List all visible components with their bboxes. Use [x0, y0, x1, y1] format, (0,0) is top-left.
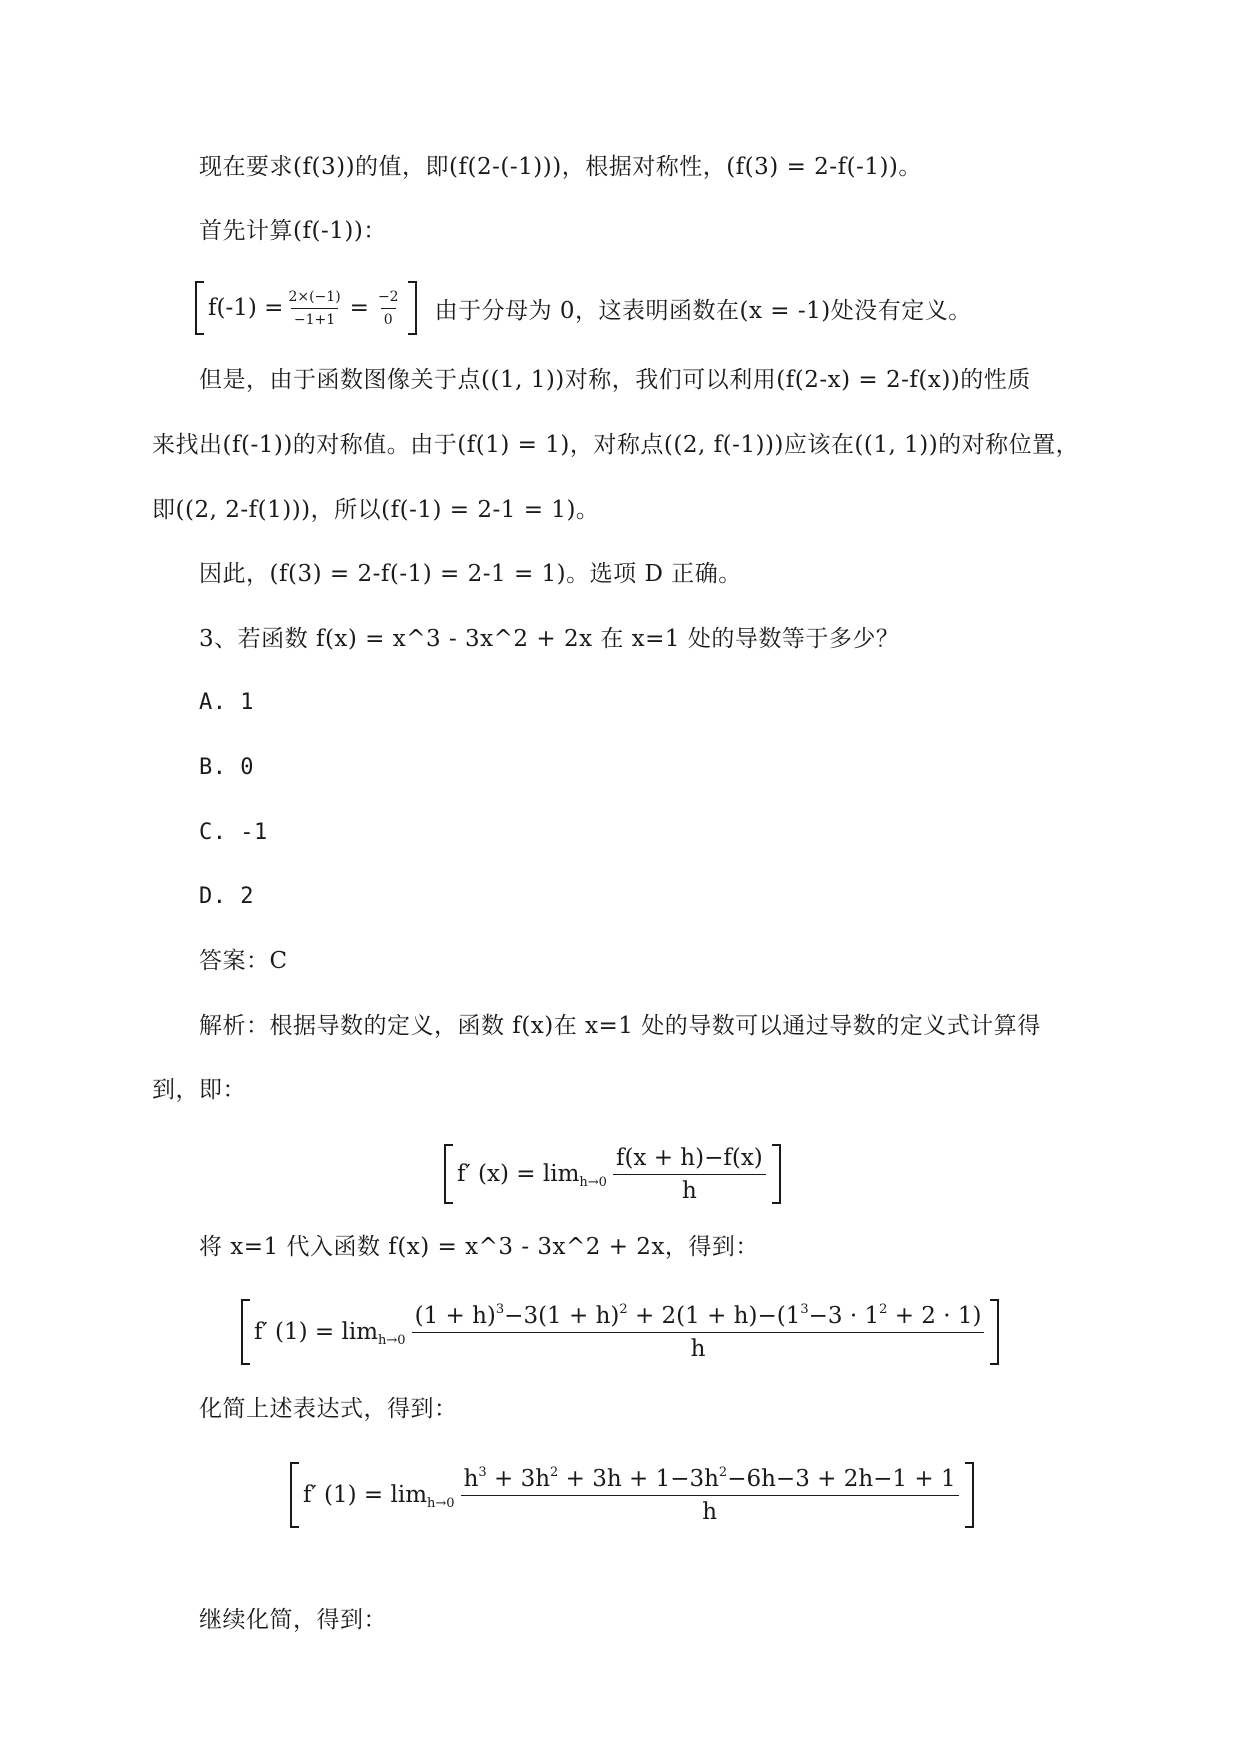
text-line-5: 来找出(f(-1))的对称值。由于(f(1) = 1)，对称点((2, f(-1)))应该在((1, 1))的对称位置，: [152, 432, 1080, 458]
exponent: 2: [879, 1301, 888, 1317]
term: + 2(1 + h)−(1: [634, 1302, 801, 1329]
analysis-line-1: 解析：根据导数的定义，函数 f(x)在 x=1 处的导数可以通过导数的定义式计算得: [199, 1013, 1041, 1039]
fraction-1: [285, 289, 343, 328]
text-line-7: 因此，(f(3) = 2-f(-1) = 2-1 = 1)。选项 D 正确。: [199, 561, 742, 587]
fraction-2-denominator: 0: [381, 308, 396, 328]
fraction-numerator: [412, 1303, 985, 1332]
formula-content: [453, 1145, 772, 1204]
option-a: A. 1: [199, 690, 254, 715]
simplify-line: 化简上述表达式，得到：: [199, 1396, 458, 1422]
text-line-6: 即((2, 2-f(1)))，所以(f(-1) = 2-1 = 1)。: [152, 497, 600, 523]
right-bracket: [772, 1144, 781, 1204]
fraction-1-denominator: −1+1: [291, 308, 338, 328]
text-line-1: 现在要求(f(3))的值，即(f(2-(-1)))，根据对称性，(f(3) = 2-f(-1))。: [199, 154, 922, 180]
term: (1 + h): [414, 1302, 496, 1329]
exponent: 2: [718, 1464, 728, 1480]
question-3: 3、若函数 f(x) = x^3 - 3x^2 + 2x 在 x=1 处的导数等于多少？: [199, 626, 900, 652]
formula-lhs: f′ (x) = lim: [457, 1161, 580, 1187]
left-bracket: [290, 1462, 299, 1528]
formula-lhs: f′ (1) = lim: [303, 1482, 428, 1508]
formula-derivative-definition: [444, 1144, 781, 1204]
substitution-line: 将 x=1 代入函数 f(x) = x^3 - 3x^2 + 2x，得到：: [199, 1234, 759, 1260]
term: + 3h: [494, 1465, 551, 1492]
answer-line: 答案：C: [199, 948, 288, 974]
formula-lhs: f(-1) =: [208, 295, 284, 321]
formula-content: [299, 1466, 965, 1525]
fraction-denominator: h: [461, 1495, 959, 1525]
exponent: 3: [800, 1301, 809, 1317]
term: + 3h + 1−3h: [565, 1465, 719, 1492]
formula-content: [204, 289, 408, 328]
analysis-line-2: 到，即：: [152, 1077, 246, 1103]
option-d: D. 2: [199, 884, 254, 909]
fraction-numerator: [461, 1466, 959, 1495]
right-bracket: [990, 1299, 999, 1365]
formula-lhs: f′ (1) = lim: [254, 1319, 379, 1345]
formula-content: [250, 1303, 990, 1362]
formula-substituted: [241, 1299, 999, 1365]
substituted-fraction: [412, 1303, 985, 1362]
text-line-4: 但是，由于函数图像关于点((1, 1))对称，我们可以利用(f(2-x) = 2-f(x))的性质: [199, 367, 1031, 393]
fraction-1-numerator: 2×(−1): [288, 288, 341, 305]
left-bracket: [444, 1144, 453, 1204]
limit-subscript: h→0: [579, 1174, 607, 1190]
simplified-fraction: [461, 1466, 959, 1525]
term: −3 · 1: [808, 1302, 880, 1329]
formula-f-minus-1: [195, 281, 972, 335]
term: −6h−3 + 2h−1 + 1: [727, 1465, 956, 1492]
option-b: B. 0: [199, 755, 254, 780]
formula-note: 由于分母为 0，这表明函数在(x = -1)处没有定义。: [434, 297, 972, 324]
right-bracket: [408, 281, 417, 335]
right-bracket: [965, 1462, 974, 1528]
fraction-denominator: h: [412, 1332, 985, 1362]
limit-subscript: h→0: [378, 1332, 406, 1348]
exponent: 3: [478, 1464, 487, 1480]
text-line-2: 首先计算(f(-1))：: [199, 218, 387, 244]
quotient-numerator: f(x + h)−f(x): [615, 1144, 763, 1171]
equals-sign: =: [349, 295, 369, 321]
formula-simplified: [290, 1462, 974, 1528]
term: −3(1 + h): [504, 1302, 620, 1329]
limit-subscript: h→0: [427, 1495, 455, 1511]
exponent: 2: [619, 1301, 628, 1317]
option-c: C. -1: [199, 820, 268, 845]
left-bracket: [241, 1299, 250, 1365]
quotient-denominator: h: [613, 1174, 766, 1204]
difference-quotient: [613, 1145, 766, 1204]
exponent: 2: [550, 1464, 559, 1480]
term: + 2 · 1): [894, 1302, 982, 1329]
left-bracket: [195, 281, 204, 335]
fraction-2: [375, 289, 402, 328]
term: h: [463, 1465, 479, 1492]
exponent: 3: [495, 1301, 505, 1317]
fraction-2-numerator: −2: [377, 288, 399, 305]
continue-line: 继续化简，得到：: [199, 1607, 387, 1633]
